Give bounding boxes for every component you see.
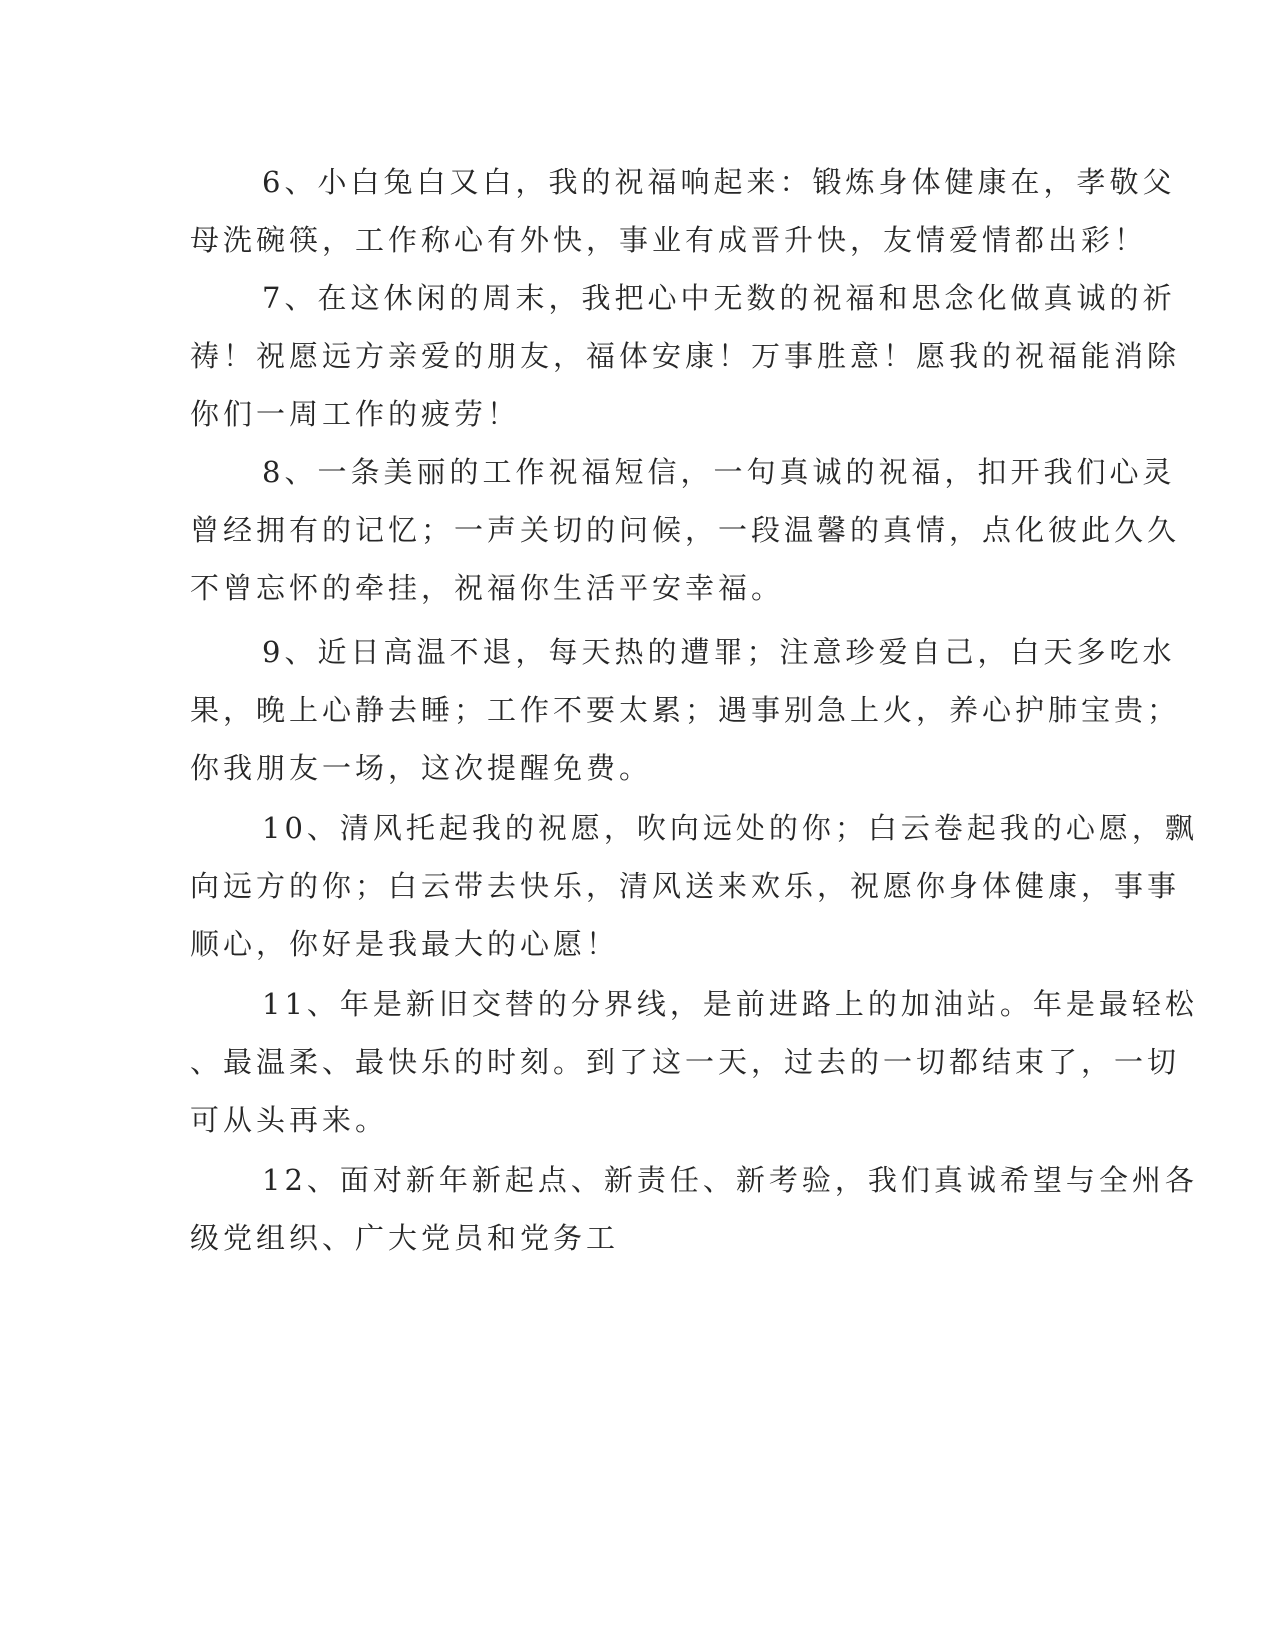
paragraph-11-line-1: 11、年是新旧交替的分界线，是前进路上的加油站。年是最轻松: [262, 987, 1198, 1021]
paragraph-6-line-1: 6、小白兔白又白，我的祝福响起来：锻炼身体健康在，孝敬父: [262, 165, 1176, 199]
paragraph-6-line-2: 母洗碗筷，工作称心有外快，事业有成晋升快，友情爱情都出彩！: [190, 223, 1148, 257]
paragraph-9-line-1: 9、近日高温不退，每天热的遭罪；注意珍爱自己，白天多吃水: [262, 635, 1176, 669]
paragraph-11-line-3: 可从头再来。: [190, 1103, 389, 1137]
paragraph-10-line-1: 10、清风托起我的祝愿，吹向远处的你；白云卷起我的心愿，飘: [262, 811, 1198, 845]
paragraph-11-line-2: 、最温柔、最快乐的时刻。到了这一天，过去的一切都结束了，一切: [190, 1045, 1181, 1079]
paragraph-7-line-1: 7、在这休闲的周末，我把心中无数的祝福和思念化做真诚的祈: [262, 281, 1176, 315]
paragraph-10-line-3: 顺心，你好是我最大的心愿！: [190, 927, 620, 961]
paragraph-12-line-2: 级党组织、广大党员和党务工: [190, 1221, 620, 1255]
paragraph-10-line-2: 向远方的你；白云带去快乐，清风送来欢乐，祝愿你身体健康，事事: [190, 869, 1181, 903]
paragraph-8-line-3: 不曾忘怀的牵挂，祝福你生活平安幸福。: [190, 571, 785, 605]
paragraph-9-line-3: 你我朋友一场，这次提醒免费。: [190, 751, 653, 785]
paragraph-7-line-2: 祷！祝愿远方亲爱的朋友，福体安康！万事胜意！愿我的祝福能消除: [190, 339, 1181, 373]
paragraph-7-line-3: 你们一周工作的疲劳！: [190, 397, 521, 431]
paragraph-9-line-2: 果，晚上心静去睡；工作不要太累；遇事别急上火，养心护肺宝贵；: [190, 693, 1181, 727]
paragraph-12-line-1: 12、面对新年新起点、新责任、新考验，我们真诚希望与全州各: [262, 1163, 1198, 1197]
paragraph-8-line-1: 8、一条美丽的工作祝福短信，一句真诚的祝福，扣开我们心灵: [262, 455, 1176, 489]
paragraph-8-line-2: 曾经拥有的记忆；一声关切的问候，一段温馨的真情，点化彼此久久: [190, 513, 1181, 547]
